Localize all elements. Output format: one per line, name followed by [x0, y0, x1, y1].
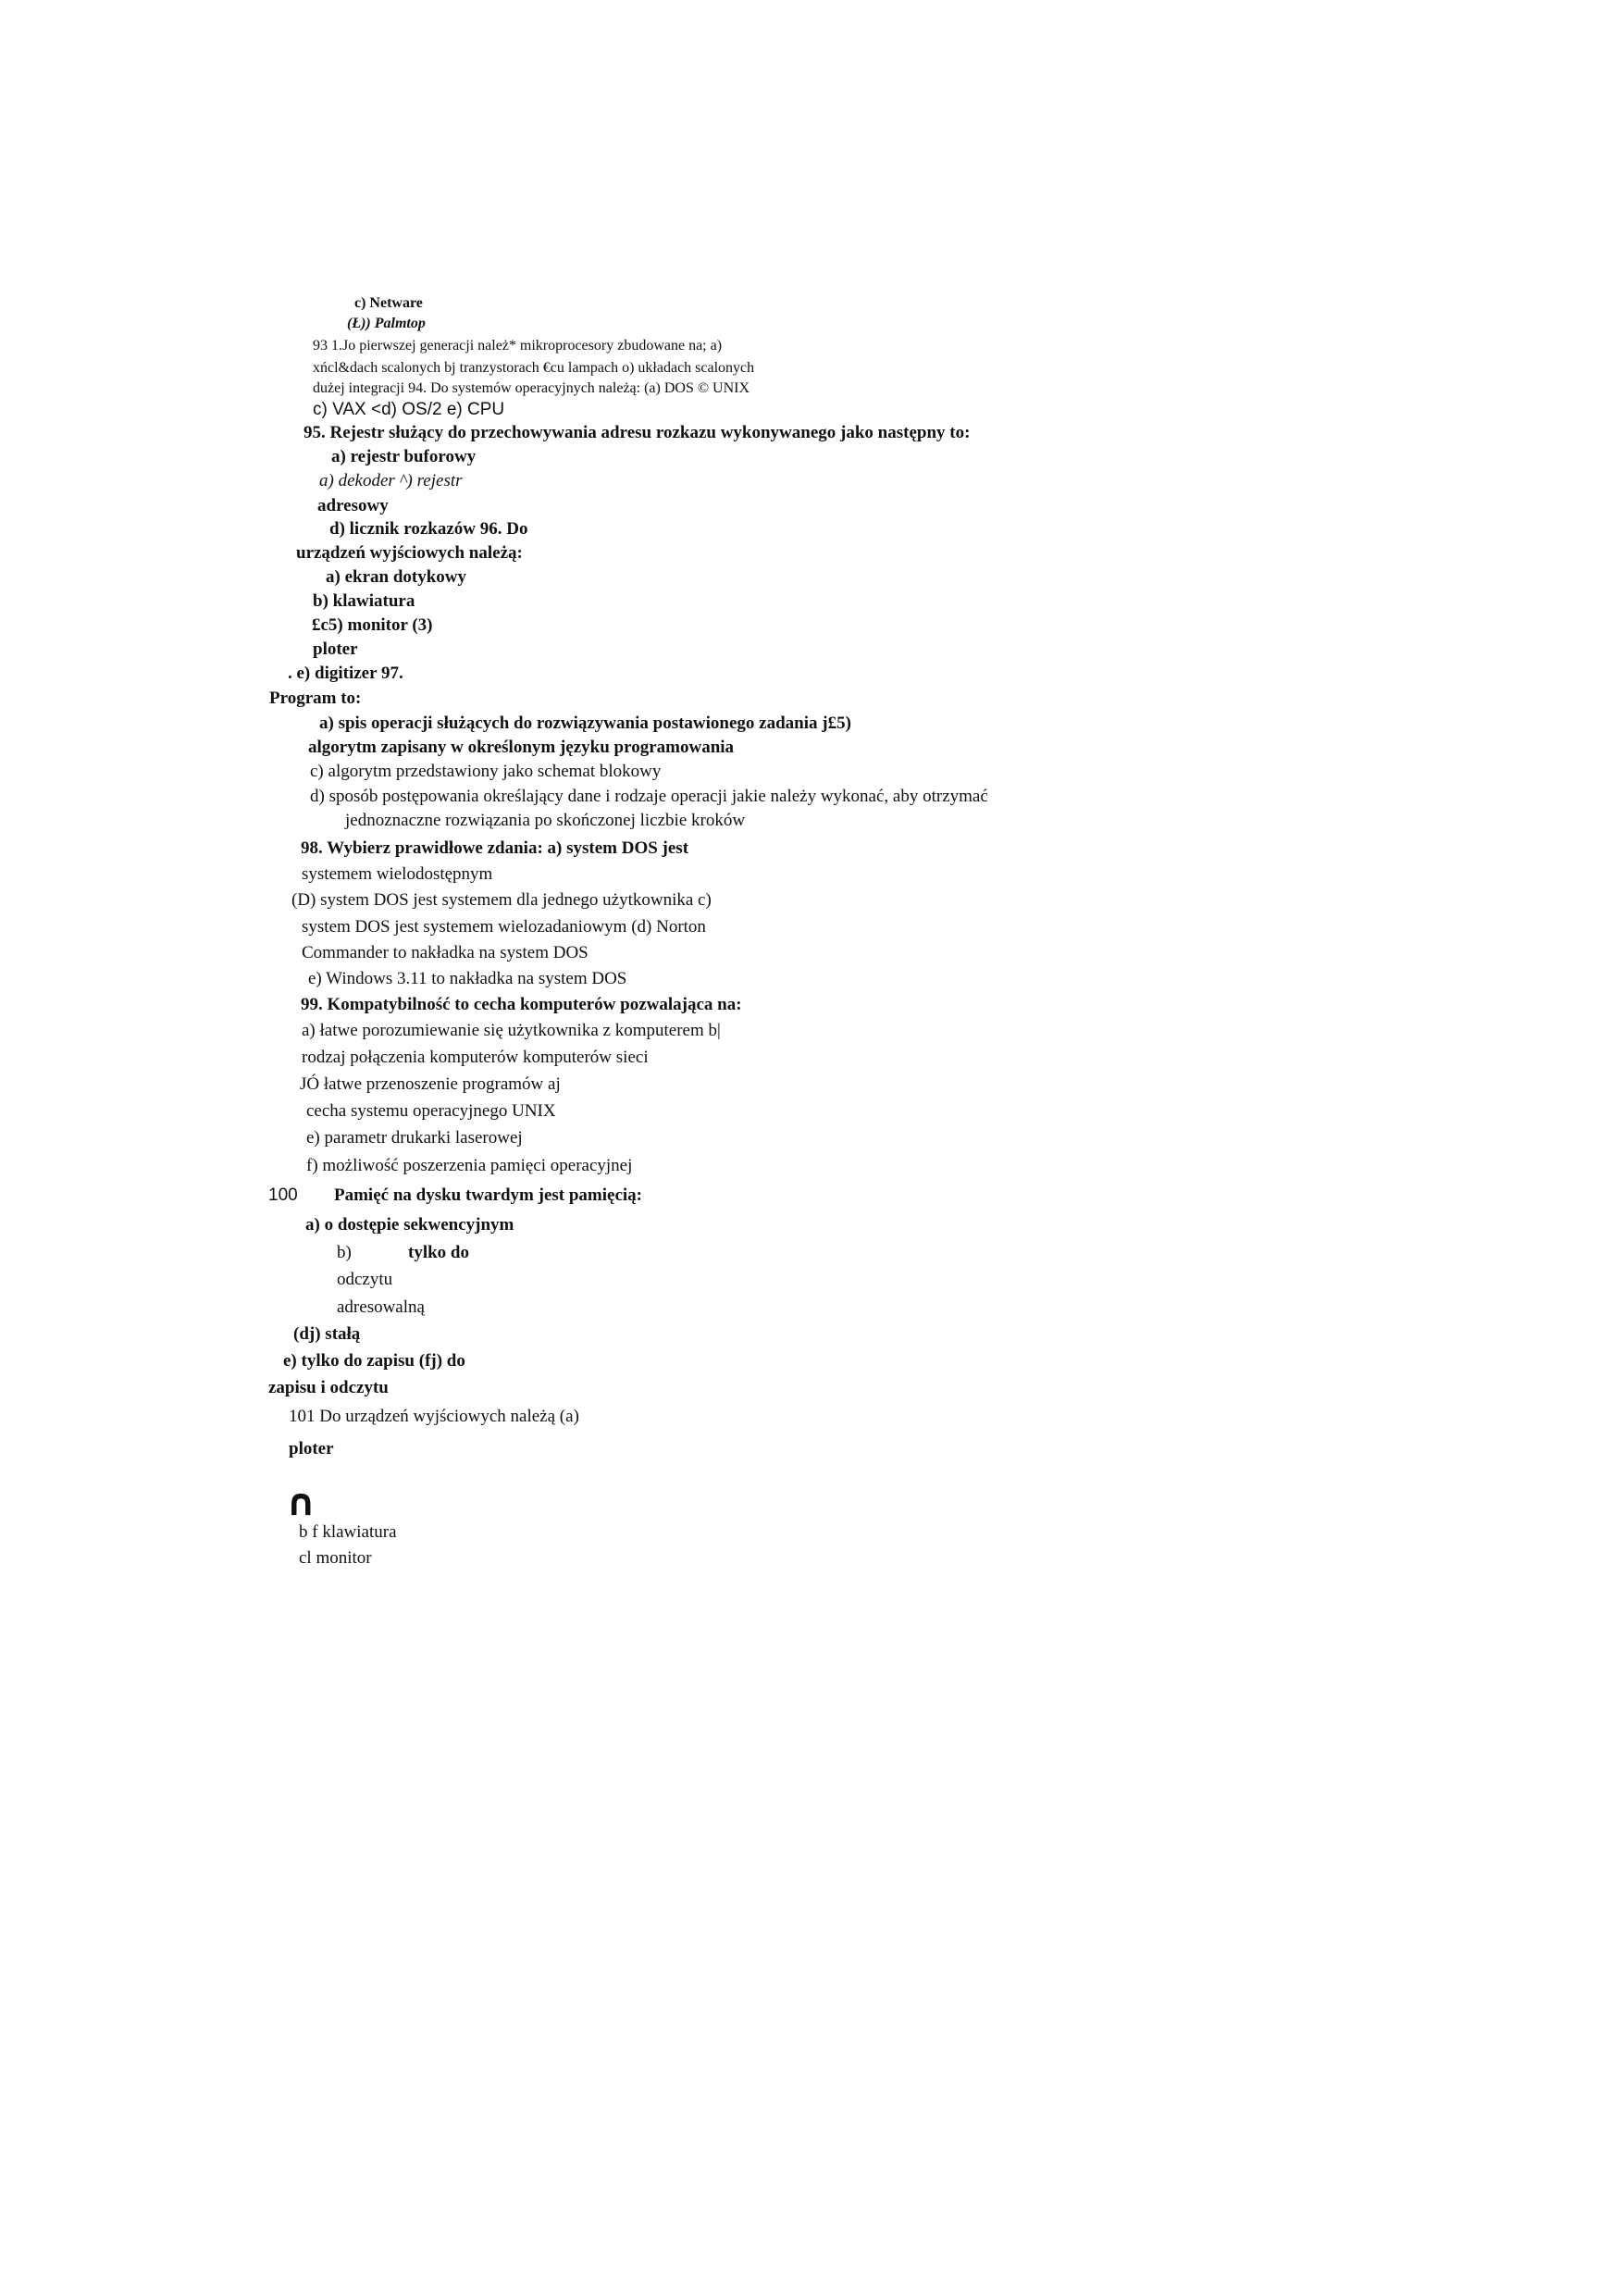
text-line: jednoznaczne rozwiązania po skończonej liczbie kroków [345, 811, 746, 830]
text-line: systemem wielodostępnym [302, 864, 493, 884]
text-line: c) Netware [354, 295, 423, 311]
text-line: c) VAX <d) OS/2 e) CPU [313, 400, 505, 419]
text-line: zapisu i odczytu [268, 1378, 389, 1397]
text-line: rodzaj połączenia komputerów komputerów sieci [302, 1048, 649, 1067]
text-line: (dj) stałą [293, 1324, 361, 1344]
text-line: b) [337, 1243, 352, 1262]
text-line: a) rejestr buforowy [331, 447, 477, 466]
text-line: 100 [268, 1185, 298, 1205]
text-line: ploter [289, 1439, 334, 1458]
text-line: . e) digitizer 97. [288, 664, 403, 683]
text-line: 93 1.Jo pierwszej generacji należ* mikroprocesory zbudowane na; a) [313, 338, 723, 354]
text-line: JÓ łatwe przenoszenie programów aj [300, 1074, 561, 1094]
text-line: algorytm zapisany w określonym języku programowania [308, 738, 735, 757]
text-line: 101 Do urządzeń wyjściowych należą (a) [289, 1407, 579, 1426]
text-line: 98. Wybierz prawidłowe zdania: a) system DOS jest [301, 838, 689, 858]
text-line: b f klawiatura [299, 1522, 397, 1542]
text-line: ploter [313, 639, 358, 659]
text-line: system DOS jest systemem wielozadaniowym (d) Norton [302, 917, 706, 937]
text-line: a) dekoder ^) rejestr [319, 471, 463, 490]
text-line: (D) system DOS jest systemem dla jednego użytkownika c) [291, 890, 712, 910]
text-line: a) ekran dotykowy [326, 567, 467, 587]
text-line: a) spis operacji służących do rozwiązywania postawionego zadania j£5) [319, 714, 851, 733]
text-line: a) łatwe porozumiewanie się użytkownika z komputerem b| [302, 1021, 721, 1040]
text-line: Commander to nakładka na system DOS [302, 943, 588, 962]
text-line: (Ł)) Palmtop [347, 316, 426, 331]
text-line: 95. Rejestr służący do przechowywania adresu rozkazu wykonywanego jako następny to: [304, 423, 971, 442]
text-line: f) możliwość poszerzenia pamięci operacyjnej [306, 1156, 633, 1175]
text-line: tylko do [408, 1243, 469, 1262]
text-line: 99. Kompatybilność to cecha komputerów pozwalająca na: [301, 995, 742, 1014]
text-line: urządzeń wyjściowych należą: [296, 543, 523, 563]
text-line: e) tylko do zapisu (fj) do [283, 1351, 465, 1371]
text-line: d) sposób postępowania określający dane i rodzaje operacji jakie należy wykonać, aby otrzymać [310, 787, 988, 806]
text-line: adresowalną [337, 1297, 425, 1317]
text-line: a) o dostępie sekwencyjnym [305, 1215, 514, 1235]
text-line: e) Windows 3.11 to nakładka na system DOS [308, 969, 627, 988]
text-line: Program to: [269, 689, 362, 708]
text-line: d) licznik rozkazów 96. Do [329, 519, 528, 539]
text-line: b) klawiatura [313, 591, 415, 611]
text-line: adresowy [317, 496, 389, 515]
text-line: cl monitor [299, 1548, 372, 1568]
text-line: Pamięć na dysku twardym jest pamięcią: [334, 1185, 642, 1205]
text-line: cecha systemu operacyjnego UNIX [306, 1101, 556, 1121]
text-line: e) parametr drukarki laserowej [306, 1128, 523, 1148]
cap-symbol: ∩ [286, 1482, 316, 1524]
text-line: c) algorytm przedstawiony jako schemat blokowy [310, 762, 662, 781]
text-line: dużej integracji 94. Do systemów operacyjnych należą: (a) DOS © UNIX [313, 380, 750, 396]
text-line: xńcl&dach scalonych bj tranzystorach €cu lampach o) układach scalonych [313, 360, 755, 376]
text-line: £c5) monitor (3) [312, 615, 433, 635]
text-line: odczytu [337, 1270, 393, 1289]
